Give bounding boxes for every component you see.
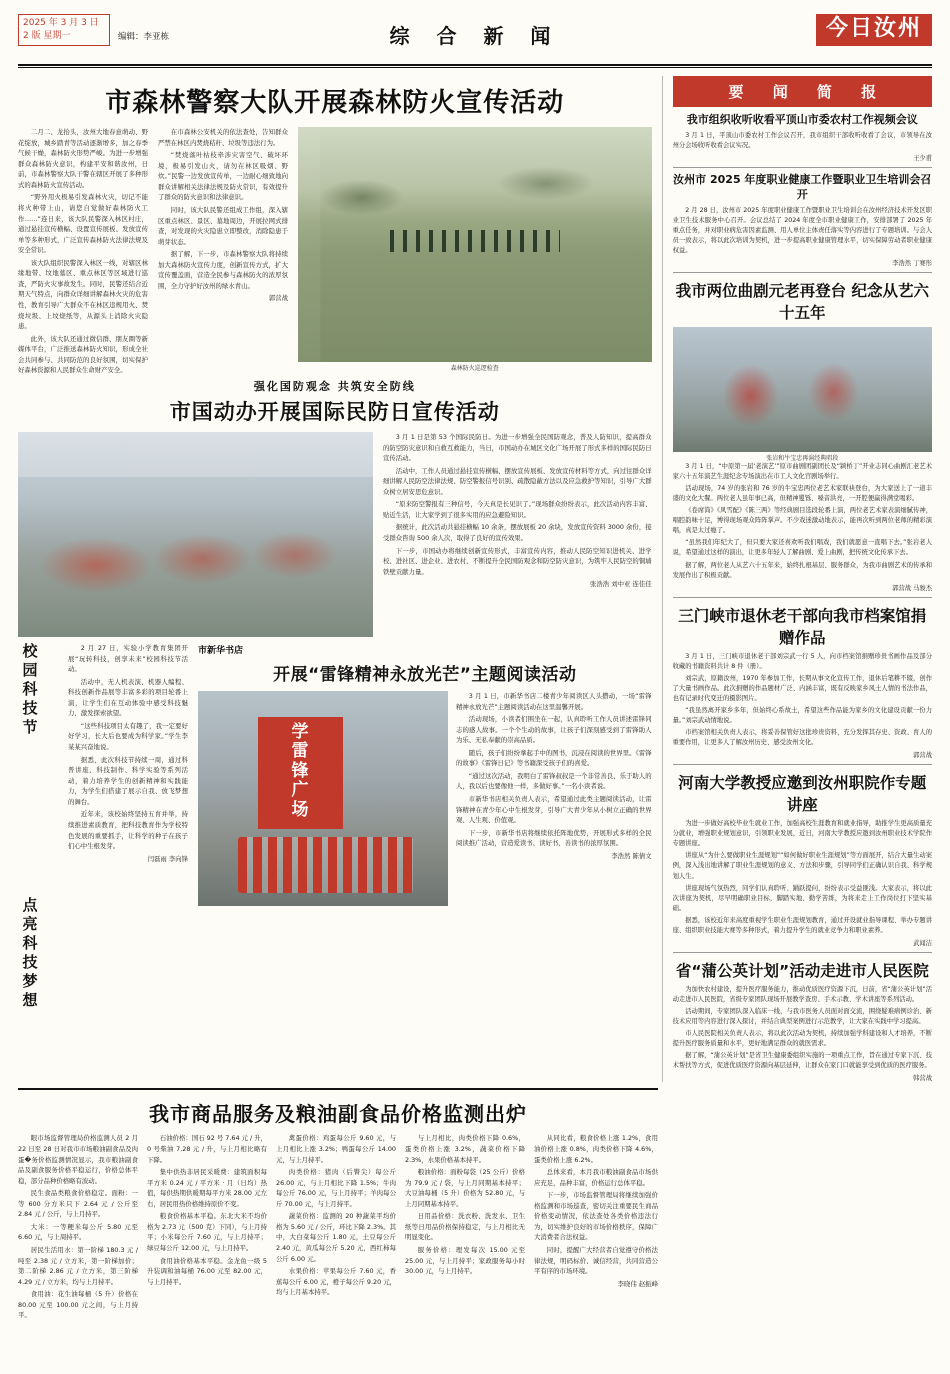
date-line-2: 2 版 星期一 — [23, 31, 71, 42]
civil-defense-photo — [18, 432, 373, 637]
divider-1 — [673, 167, 932, 168]
photo-figures — [390, 230, 560, 251]
bookstore-byline: 李浩然 陈倩文 — [611, 851, 652, 860]
price-col-1: 眼市场监督管理局价格监测人员 2 月 22 日至 28 日对我市市场粮油副食品及肉蛋�务价格监测情况显示，我市粮油副食品及副食服务价格平稳运行，价格总体平稳，部分品种价格略有波动。 民生食品类粮食价格稳定。面粉：一等 600 分方米只下 2.64 元 / 公斤至 2.84 元 / 公斤，与上月持平。 大米：一等粳米每公斤 5.80 元至 6.60 元，与上周持平。 居民生活用水：第一阶梯 180.3 元 / 吨至 2.38 元 / 立方米，第一阶梯加价；第二阶梯 2.86 元 / 立方米，第三阶梯 4.29 元 / 立方米，均与上月持平。 食用油：花生油每桶（5 升）价格在 80.00 元至 100.00 元之间，与上月持平。 — [18, 1134, 138, 1320]
lecture-byline: 武闻洁 — [913, 939, 932, 947]
midrow — [18, 643, 652, 1047]
brief-1-body: 3 月 1 日，平顶山市委农村工作会议召开，我市组织干部收听收看了会议，市领导在汝州分会场收听收看会议实况。 — [672, 131, 932, 149]
divider-2 — [673, 272, 932, 273]
article2-text: 3 月 1 日是第 53 个国际民防日。为进一步增强全民国防观念，普及人防知识，提高群众的防空防灾意识和自救互救能力，当日，市国动办在城区文化广场开展了形式多样的国际民防日宣传活动。 活动中，工作人员通过悬挂宣传横幅、摆放宣传展板、发放宣传材料等方式，向过往群众详细讲解人民防空法律法规、防空警报信号识别、疏散隐蔽方法以及应急救护等知识，引导广大群众树立居安思危意识。 “原来防空警报有三种信号，今天真是长见识了。”现场群众纷纷表示，此次活动内容丰富、贴近生活，让大家学到了很多实用的应急避险知识。 据统计，此次活动共悬挂横幅 10 余条，摆放展板 20 余块，发放宣传资料 3000 余份，接受群众咨询 500 余人次，取得了良好的宣传效果。 下一步，市国动办将继续创新宣传形式，丰富宣传内容，推动人民防空知识进机关、进学校、进社区、进企业、进农村，不断提升全民国防观念和防空防灾意识，为筑牢人民防空的铜墙铁壁贡献力量。 张浩浩 刘中亚 连佳佳 — [383, 432, 652, 589]
lead-col-1: 二月二、龙抬头，汝州大地春意萌动、野花绽放，城乡踏青等活动逐渐增多，加之春季气候干燥，森林防火形势严峻。为进一步增强群众森林防火意识，构建平安和谐汝州，日前，市森林警察大队干警在辖区开展了多种形式的森林防火宣传活动。 “野外用火极易引发森林火灾，切记不能将火种带上山，请您自觉做好森林防火工作……”连日来，该大队民警深入林区村庄，通过悬挂宣传横幅、设置宣传展板、发放宣传单等多种形式，广泛宣传森林防火法律法规及安全常识。 该大队组织民警深入林区一线，对辖区林缘地带、坟地墓区、重点林区等区域进行巡查，严防火灾事故发生。同时，民警还结合近期天气特点，向群众详细讲解森林火灾的危害性，教育引导广大群众不在林区违规用火、焚烧垃圾、上坟烧纸等，从源头上消除火灾隐患。 此外，该大队还通过微信群、朋友圈等新媒体平台，广泛推送森林防火知识，形成全社会共同参与、共同防范的良好氛围，切实保护好森林资源和人民群众生命财产安全。 — [18, 128, 148, 375]
campus-banner — [18, 643, 58, 1047]
article2-headline: 市国动办开展国际民防日宣传活动 — [169, 399, 500, 424]
brief-item-1 — [673, 113, 932, 162]
forest-patrol-photo — [298, 127, 652, 362]
brief-item-2 — [673, 173, 932, 267]
masthead — [18, 14, 932, 60]
left-column — [18, 76, 652, 1082]
campus-text: 2 月 27 日，实验小学教育集团开展“玩转科技，创享未来”校园科技节活动。 活动中，无人机表演、机器人编程、科技创新作品展等丰富多彩的项目轮番上演，让学生们在互动体验中感受科技魅力，激发探索欲望。 “这些科技项目太有趣了，我一定要好好学习，长大后也要成为科学家。”学生李某某兴奋地说。 据悉，此次科技节持续一周，通过科普讲座、科技制作、科学实验等系列活动，着力培养学生的创新精神和实践能力，为学生们搭建了展示自我、放飞梦想的舞台。 近年来，该校始终坚持五育并举，持续推进素质教育，把科技教育作为学校特色发展的重要抓手，让科学的种子在孩子们心中生根发芽。 闫磊雨 李向锋 — [68, 643, 188, 863]
price-col-4: 与上月相比，肉类价格下降 0.6%，蛋类价格上涨 3.2%，蔬菜价格下降 2.3%，水果价格基本持平。 粮油价格：面粉每袋（25 公斤）价格为 79.9 元 / 袋，与上月同期基本持平；大豆油每桶（5 升）价格为 52.80 元，与上月同期基本持平。 日用品价格：洗衣粉、洗发水、卫生纸等日用品价格保持稳定，与上月相比无明显变化。 服务价格：理发每次 15.00 元至 25.00 元，与上月持平；家政服务每小时 30.00 元，与上月持平。 — [405, 1134, 525, 1276]
brief-1-title: 我市组织收听收看平顶山市委农村工作视频会议 — [686, 113, 918, 126]
brief-section-header: 要 闻 简 报 — [673, 76, 932, 107]
opera-headline: 我市两位曲剧元老再登台 纪念从艺六十五年 — [675, 281, 929, 322]
lead-article — [18, 127, 652, 378]
article2-photo-wrap — [18, 432, 373, 637]
price-col-3: 禽蛋价格：鸡蛋每公斤 9.60 元，与上月相比上涨 3.2%；鸭蛋每公斤 14.00 元，与上月持平。 肉类价格：猪肉（后臀尖）每公斤 26.00 元，与上月相比下降 1.5%；牛肉每公斤 76.00 元，与上月持平；羊肉每公斤 70.00 元，与上月持平。 蔬菜价格：监测的 20 种蔬菜平均价格为 5.60 元 / 公斤，环比下降 2.3%。其中，大白菜每公斤 1.80 元，土豆每公斤 2.40 元，黄瓜每公斤 5.20 元，西红柿每公斤 6.00 元。 水果价格：苹果每公斤 7.60 元，香蕉每公斤 6.00 元，橙子每公斤 9.20 元，均与上月基本持平。 — [276, 1134, 396, 1297]
bookstore-article — [198, 643, 652, 1047]
divider-3 — [673, 597, 932, 598]
price-columns — [18, 1133, 658, 1323]
editor-label: 编辑：李亚栋 — [118, 32, 170, 42]
opera-photo — [673, 327, 932, 452]
campus-banner-line-1: 校园科技节 — [20, 642, 39, 738]
bookstore-text: 3 月 1 日，市新华书店二楼青少年阅读区人头攒动，一场“雷锋精神永放光芒”主题阅读活动在这里温馨开展。 活动现场，小读者们围坐在一起，认真聆听工作人员讲述雷锋同志的感人故事。一个个生动的故事，让孩子们深刻感受到了雷锋助人为乐、无私奉献的崇高品质。 随后，孩子们纷纷拿起手中的图书，沉浸在阅读的世界里。《雷锋的故事》《雷锋日记》等书籍深受孩子们的喜爱。 “通过这次活动，我明白了雷锋叔叔是一个非常善良、乐于助人的人，我以后也要像他一样，多做好事。”一名小读者说。 市新华书店相关负责人表示，希望通过此类主题阅读活动，让雷锋精神在青少年心中生根发芽，引导广大青少年从小树立正确的世界观、人生观、价值观。 下一步，市新华书店将继续依托阵地优势，开展形式多样的全民阅读推广活动，营造爱读书、读好书、善读书的浓厚氛围。 李浩然 陈倩文 — [456, 691, 652, 860]
brief-2-title: 汝州市 2025 年度职业健康工作暨职业卫生培训会召开 — [673, 172, 932, 201]
campus-byline: 闫磊雨 李向锋 — [147, 854, 188, 863]
opera-photo-caption: 张岩和牛宝忠再演经典唱段 — [766, 454, 839, 462]
article2-body — [18, 432, 652, 637]
bottom-rule — [18, 1088, 658, 1090]
lead-byline: 郭营战 — [268, 294, 288, 303]
newspaper-logo: 今日汝州 — [816, 14, 932, 46]
dandelion-headline: 省“蒲公英计划”活动走进市人民医院 — [675, 961, 929, 980]
bookstore-photo-wrap — [198, 691, 448, 906]
bookstore-headline: 开展“雷锋精神永放光芒”主题阅读活动 — [273, 664, 577, 685]
price-headline: 我市商品服务及粮油副食品价格监测出炉 — [149, 1102, 527, 1127]
dandelion-text: 为加快农村建设，提升医疗服务能力，推动优质医疗资源下沉，日前，省“蒲公英计划”活动走进市人民医院，省级专家团队现场开展教学查房、手术示教、学术讲座等系列活动。 活动期间，专家团队深入临床一线，与我市医务人员面对面交流，围绕疑难病例诊治、新技术应用等内容进行深入探讨，并结合典型案例进行示范教学，让大家在实践中学习提高。 市人民医院相关负责人表示，将以此次活动为契机，持续加强学科建设和人才培养，不断提升医疗服务质量和水平，更好地满足群众的就医需求。 据了解，“蒲公英计划”是省卫生健康委组织实施的一项重点工作，旨在通过专家下沉、技术帮扶等方式，促进优质医疗资源向基层延伸，让群众在家门口就能享受到优质的医疗服务。 — [672, 985, 932, 1070]
opera-byline: 郭营战 马骏杰 — [892, 584, 932, 592]
opera-text: 3 月 1 日，“中原第一届‘老演艺’”原市曲剧团副团长及“颍桥丁”开业志同心曲剧汇老艺术家六十五年演艺生涯纪念专场演出在市工人文化宫剧场举行。 活动现场，74 岁的张岩和 76 岁的牛宝忠两位老艺术家联袂登台，为大家送上了一道丰盛的文化大餐。两位老人虽年事已高，但精神矍铄、嗓音洪亮，一开腔便赢得满堂喝彩。 《卷席筒》《风雪配》《陈三两》等经典剧目选段轮番上演，两位老艺术家表演细腻传神，唱腔韵味十足，博得现场观众阵阵掌声。不少戏迷激动地表示，能再次听到两位老师的精彩演唱，真是太过瘾了。 “虽然我们年纪大了，但只要大家还喜欢听我们唱戏，我们就愿意一直唱下去。”张岩老人说，希望通过这样的演出，让更多年轻人了解曲剧、爱上曲剧，把传统文化传承下去。 据了解，两位老人从艺六十五年来，始终扎根基层、服务群众，为我市曲剧艺术的传承和发展作出了积极贡献。 — [672, 462, 932, 579]
campus-banner-line-2: 点亮科技梦想 — [20, 896, 39, 1011]
lei-feng-square-photo — [198, 691, 448, 906]
photo-signboard-text: 学 雷 锋 广 场 — [258, 717, 343, 829]
lead-photo-wrap — [298, 127, 652, 378]
price-col-5: 从同比看，粮食价格上涨 1.2%，食用油价格上涨 0.8%，肉类价格下降 4.6%，蛋类价格上涨 6.2%。 总体来看，本月我市粮油副食品市场供应充足，品种丰富，价格运行总体平稳。 下一步，市场监督管理局将继续加强价格监测和市场巡查，密切关注重要民生商品价格变动情况，依法查处各类价格违法行为，切实维护良好的市场价格秩序，保障广大消费者合法权益。 同时，提醒广大经营者自觉遵守价格法律法规，明码标价、诚信经营，共同营造公平有序的市场环境。 李晓伟 赵振峰 — [534, 1134, 658, 1288]
right-column — [662, 76, 932, 1082]
donate-byline: 郭营战 — [913, 752, 932, 760]
page-body — [18, 76, 932, 1082]
price-byline: 李晓伟 赵振峰 — [617, 1279, 658, 1288]
bookstore-source: 市新华书店 — [198, 645, 244, 656]
masthead-rule — [18, 64, 932, 66]
article2-byline: 张浩浩 刘中亚 连佳佳 — [590, 580, 652, 589]
divider-4 — [673, 764, 932, 765]
lecture-headline: 河南大学教授应邀到汝州职院作专题讲座 — [678, 774, 927, 815]
brief-2-body: 2 月 28 日，汝州市 2025 年度职业健康工作暨职业卫生培训会在汝州经济技术开发区职业卫生技术服务中心召开。会议总结了 2024 年度全市职业健康工作，安排部署了 2025 年重点任务，并对职业病危害因素监测、用人单位主体责任落实等内容进行了专题培训。与会人员一致表示，将以此次培训为契机，进一步提高职业健康管理水平，切实保障劳动者职业健康权益。 — [672, 206, 932, 254]
lead-headline: 市森林警察大队开展森林防火宣传活动 — [105, 88, 565, 118]
section-title: 综 合 新 闻 — [389, 24, 561, 48]
donate-headline: 三门峡市退休老干部向我市档案馆捐赠作品 — [678, 606, 927, 647]
dandelion-byline: 韩营战 — [913, 1075, 932, 1083]
bottom-article — [18, 1088, 658, 1323]
lecture-text: 为进一步做好高校毕业生就业工作，加强高校生涯教育和就业指导，助推学生更高质量充分就业，增强职业规划意识，引领职业发展，近日，河南大学教授应邀到汝州职业技术学院作专题讲座。 讲座从“为什么要做职业生涯规划”“如何做好职业生涯规划”等方面展开，结合大量生动案例，深入浅出地讲解了职业生涯规划的意义、方法和步骤，引导同学们正确认识自我、科学规划人生。 讲座现场气氛热烈，同学们认真聆听、踊跃提问，纷纷表示受益匪浅。大家表示，将以此次讲座为契机，尽早明确职业目标，脚踏实地、勤学苦练，为将来走上工作岗位打下坚实基础。 据悉，该校近年来高度重视学生职业生涯规划教育，通过开设就业指导课程、举办专题讲座、组织职业技能大赛等多种形式，着力提升学生的就业竞争力和职业素养。 — [672, 820, 932, 934]
bookstore-body — [198, 691, 652, 906]
date-line-1: 2025 年 3 月 3 日 — [23, 18, 99, 28]
photo-volunteers — [238, 837, 413, 893]
divider-5 — [673, 952, 932, 953]
donate-text: 3 月 1 日，三门峡市退休老干部刘宗武一行 5 人，向市档案馆捐赠珍贵书画作品及部分收藏的书籍资料共计 8 件（册）。 刘宗武，原籍汝州，1970 年参加工作，长期从事文化宣传工作，退休后笔耕不辍，创作了大量书画作品。此次捐赠的作品题材广泛、内涵丰富，既有反映家乡风土人情的书法作品，也有记录时代变迁的摄影图片。 “我虽然离开家乡多年，但始终心系故土，希望这些作品能为家乡的文化建设贡献一份力量。”刘宗武动情地说。 市档案馆相关负责人表示，将妥善保管好这批珍贵资料，充分发挥其存史、资政、育人的重要作用，让更多人了解汝州历史、感受汝州文化。 — [672, 652, 932, 747]
lead-col-2: 在市森林公安机关的依法查处，告知群众严禁在林区内焚烧秸秆、垃圾等违法行为。 “焚烧落叶枯枝牵涉灾害空气、破坏环境，极易引发山火，请勿在林区吸烟、野炊。”民警一边发放宣传单，一边耐心细致地向群众讲解相关法律法规及防火常识，有效提升了群众的防火意识和法律意识。 同时，该大队民警还组成工作组，深入辖区重点林区、景区、墓地周边，开展拉网式排查，对发现的火灾隐患立即整改，消除隐患于萌芽状态。 据了解，下一步，市森林警察大队将持续加大森林防火宣传力度，创新宣传方式，扩大宣传覆盖面，营造全民参与森林防火的浓厚氛围，全力守护好汝州的绿水青山。 郭营战 — [158, 128, 288, 303]
brief-1-byline: 王少甫 — [913, 154, 932, 162]
brief-2-byline: 李浩然 丁赛彤 — [892, 259, 932, 267]
lead-photo-caption: 森林防火巡逻检查 — [450, 365, 499, 372]
price-col-2: 石油价格：国石 92 号 7.64 元 / 升，0 号柴油 7.28 元 / 升，与上月相比略有下降。 集中供热非居民采暖费：建筑面积每平方米 0.24 元 / 平方米 · 月（日均）热值，每供热期供暖期每平方米 28.00 元左右，居民用热价格维持原价不变。 粮食价格基本平稳。东北大米不均价格为 2.73 元（500 克）下同），与上月持平；小米每公斤 7.60 元，与上月持平；绿豆每公斤 12.00 元，与上月持平。 食用油价格基本平稳。金龙鱼一级 5 升装调和油每桶 76.00 元至 82.00 元，与上月持平。 — [147, 1134, 267, 1286]
masthead-rule-thin — [18, 67, 932, 68]
article2-kicker: 强化国防观念 共筑安全防线 — [253, 379, 416, 393]
